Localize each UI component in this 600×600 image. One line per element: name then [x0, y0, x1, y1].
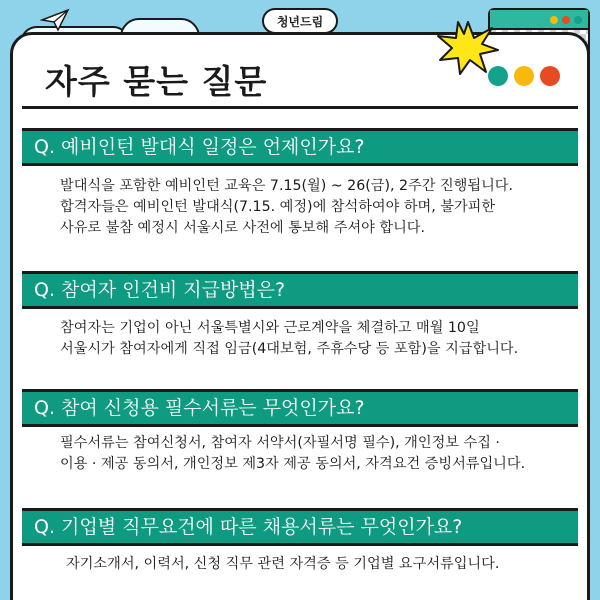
- window-dot: [550, 16, 558, 24]
- answer-line: 발대식을 포함한 예비인턴 교육은 7.15(월) ~ 26(금), 2주간 진행됩니다.: [60, 178, 514, 194]
- window-dot: [574, 16, 582, 24]
- dot-yellow: [514, 66, 534, 86]
- faq-answer-4: [66, 554, 566, 575]
- dot-red: [540, 66, 560, 86]
- dot-teal: [488, 66, 508, 86]
- answer-line: 자기소개서, 이력서, 신청 직무 관련 자격증 등 기업별 요구서류입니다.: [66, 556, 500, 572]
- faq-answer-3: [60, 433, 560, 475]
- page-title: 자주 묻는 질문: [45, 62, 268, 101]
- faq-question-2: Q. 참여자 인건비 지급방법은?: [22, 271, 578, 309]
- faq-answer-2: [60, 318, 560, 360]
- answer-line: 필수서류는 참여신청서, 참여자 서약서(자필서명 필수), 개인정보 수집 ·: [60, 435, 500, 451]
- faq-question-4: Q. 기업별 직무요건에 따른 채용서류는 무엇인가요?: [22, 508, 578, 546]
- window-titlebar: [490, 10, 588, 30]
- answer-line: 사유로 불참 예정시 서울시로 사전에 통보해 주셔야 합니다.: [60, 220, 426, 236]
- window-dot: [562, 16, 570, 24]
- title-divider: [22, 106, 578, 109]
- paper-plane-icon: [40, 8, 70, 32]
- faq-answer-1: [60, 176, 560, 239]
- faq-question-1: Q. 예비인턴 발대식 일정은 언제인가요?: [22, 128, 578, 166]
- brand-badge: 청년드림: [262, 8, 338, 34]
- answer-line: 이용 · 제공 동의서, 개인정보 제3자 제공 동의서, 자격요건 증빙서류입니다.: [60, 456, 526, 472]
- answer-line: 합격자들은 예비인턴 발대식(7.15. 예정)에 참석하여야 하며, 불가피한: [60, 199, 496, 215]
- answer-line: 참여자는 기업이 아닌 서울특별시와 근로계약을 체결하고 매월 10일: [60, 320, 480, 336]
- faq-question-3: Q. 참여 신청용 필수서류는 무엇인가요?: [22, 389, 578, 427]
- answer-line: 서울시가 참여자에게 직접 임금(4대보험, 주휴수당 등 포함)을 지급합니다.: [60, 341, 519, 357]
